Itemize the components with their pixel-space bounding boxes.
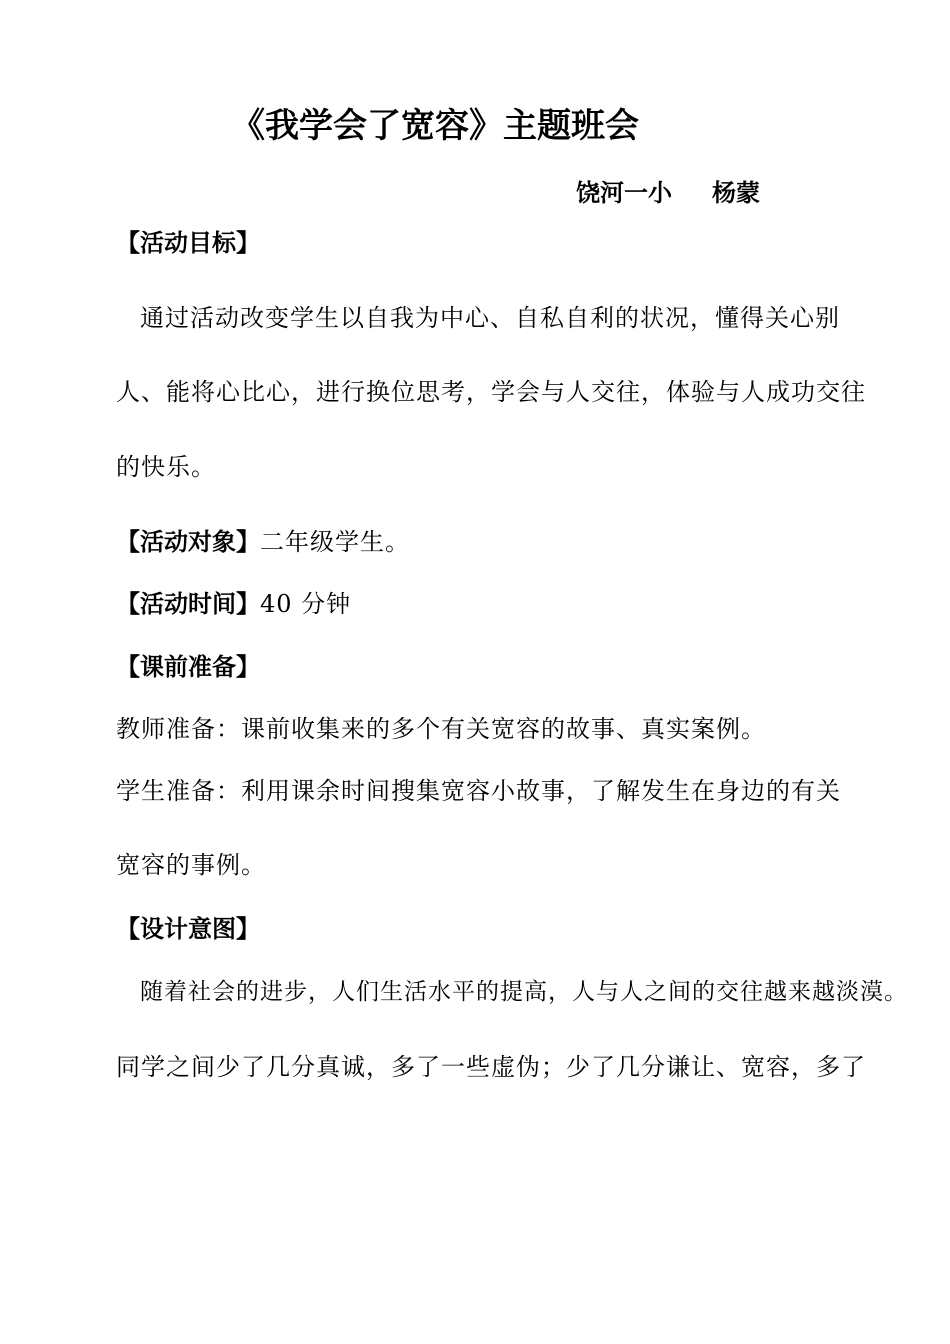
goal-paragraph-line-1: 通过活动改变学生以自我为中心、自私自利的状况，懂得关心别 [140, 304, 840, 332]
prep-student-line-2: 宽容的事例。 [116, 851, 266, 879]
author-school: 饶河一小 [576, 179, 672, 207]
time-row [116, 587, 351, 621]
target-row [116, 525, 410, 559]
target-text: 二年级学生。 [260, 528, 410, 556]
goal-paragraph-line-3: 的快乐。 [116, 453, 216, 481]
design-paragraph-line-1: 随着社会的进步，人们生活水平的提高，人与人之间的交往越来越淡漠。 [140, 979, 908, 1005]
author-name: 杨蒙 [712, 179, 760, 207]
design-heading: 【设计意图】 [116, 915, 260, 943]
design-paragraph-line-2: 同学之间少了几分真诚，多了一些虚伪；少了几分谦让、宽容，多了 [116, 1053, 866, 1081]
prep-student-line-1: 学生准备：利用课余时间搜集宽容小故事，了解发生在身边的有关 [116, 777, 841, 805]
goal-paragraph-line-2: 人、能将心比心，进行换位思考，学会与人交往，体验与人成功交往 [116, 378, 866, 406]
author-line [576, 176, 760, 210]
time-heading: 【活动时间】 [116, 590, 260, 618]
document-title: 《我学会了宽容》主题班会 [231, 106, 639, 146]
prep-heading: 【课前准备】 [116, 653, 260, 681]
time-text: 40 分钟 [260, 590, 352, 618]
goal-heading: 【活动目标】 [116, 229, 260, 257]
target-heading: 【活动对象】 [116, 528, 260, 556]
prep-teacher-line: 教师准备：课前收集来的多个有关宽容的故事、真实案例。 [116, 715, 766, 743]
